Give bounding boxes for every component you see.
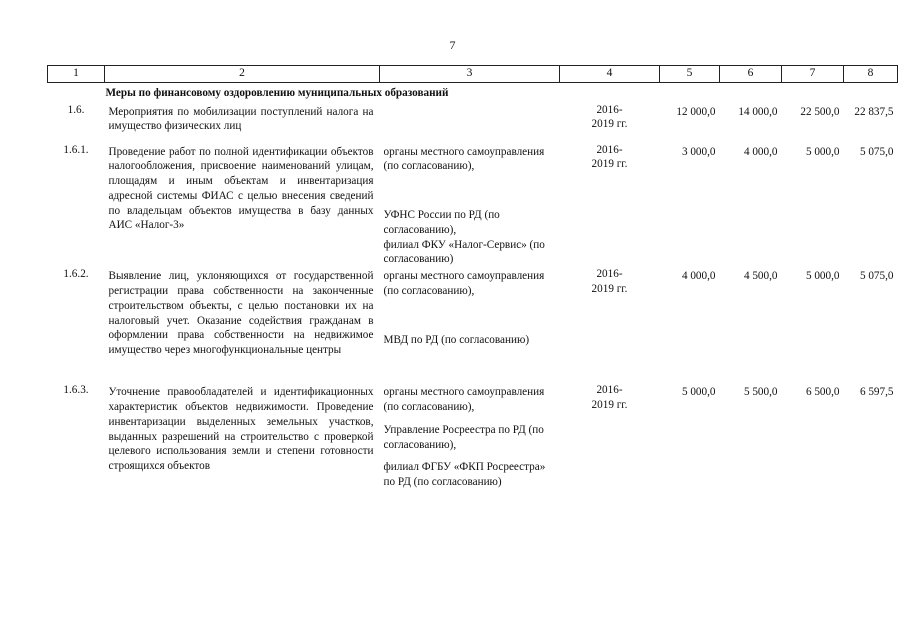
column-header: 2 xyxy=(105,66,380,83)
section-title: Меры по финансовому оздоровлению муниципальных образований xyxy=(105,87,449,99)
measure-text: Уточнение правообладателей и идентификационных характеристик объектов недвижимости. Проведение инвентаризации выделенных земельных участков, выданных разрешений на строительство с проверкой целевого использования земли и степени готовности строящихся объектов xyxy=(108,386,374,473)
amount-col7: 22 500,0 xyxy=(800,105,840,118)
period-start: 2016- xyxy=(596,268,623,281)
executors-cell xyxy=(380,103,560,143)
row-number: 1.6. xyxy=(67,103,85,116)
column-header: 6 xyxy=(720,66,782,83)
column-header: 7 xyxy=(782,66,844,83)
period-end: 2019 гг. xyxy=(591,118,628,131)
executor: органы местного самоуправления (по согласованию), xyxy=(383,145,545,173)
period-cell xyxy=(560,143,660,268)
measure-text: Мероприятия по мобилизации поступлений налога на имущество физических лиц xyxy=(108,105,374,133)
page-number: 7 xyxy=(449,38,456,52)
period-start: 2016- xyxy=(596,384,623,397)
amount-col8: 22 837,5 xyxy=(854,105,894,118)
period-start: 2016- xyxy=(596,143,623,156)
amount-col7: 6 500,0 xyxy=(805,386,840,399)
column-header: 8 xyxy=(844,66,898,83)
amount-col5: 12 000,0 xyxy=(676,105,716,118)
row-number: 1.6.3. xyxy=(63,384,89,397)
row-number: 1.6.1. xyxy=(63,143,89,156)
column-header: 3 xyxy=(380,66,560,83)
period-cell xyxy=(560,103,660,143)
table-row xyxy=(48,383,898,503)
executor: филиал ФКУ «Налог-Сервис» (по согласованию) xyxy=(383,238,545,266)
measure-text: Проведение работ по полной идентификации объектов налогообложения, присвоение наименований улицам, площадям и иным объектам и инвентаризация адресной системы ФИАС с целью внесения сведений по владельцам объектов имущества в базу данных АИС «Налог-3» xyxy=(108,145,374,232)
measures-table xyxy=(47,65,898,503)
amount-col6: 5 500,0 xyxy=(743,386,778,399)
executors-cell xyxy=(380,143,560,268)
amount-col5: 5 000,0 xyxy=(681,386,716,399)
period-cell xyxy=(560,383,660,503)
period-start: 2016- xyxy=(596,103,623,116)
table-row xyxy=(48,103,898,143)
period-end: 2019 гг. xyxy=(591,282,628,295)
table-row xyxy=(48,267,898,383)
period-end: 2019 гг. xyxy=(591,158,628,171)
executor: Управление Росреестра по РД (по согласованию), xyxy=(383,423,544,451)
executor: МВД по РД (по согласованию) xyxy=(383,333,530,346)
amount-col8: 5 075,0 xyxy=(859,145,894,158)
amount-col8: 6 597,5 xyxy=(859,386,894,399)
column-header: 5 xyxy=(660,66,720,83)
amount-col6: 4 000,0 xyxy=(743,145,778,158)
amount-col7: 5 000,0 xyxy=(805,270,840,283)
amount-col5: 4 000,0 xyxy=(681,270,716,283)
executors-cell xyxy=(380,267,560,383)
executor: филиал ФГБУ «ФКП Росреестра» по РД (по согласованию) xyxy=(383,461,546,489)
period-end: 2019 гг. xyxy=(591,398,628,411)
executor: органы местного самоуправления (по согласованию), xyxy=(383,270,545,297)
amount-col6: 4 500,0 xyxy=(743,270,778,283)
table-row xyxy=(48,143,898,268)
executor: органы местного самоуправления (по согласованию), xyxy=(383,386,545,413)
executor: УФНС России по РД (по согласованию), xyxy=(383,209,500,236)
column-header: 4 xyxy=(560,66,660,83)
column-header: 1 xyxy=(48,66,105,83)
amount-col5: 3 000,0 xyxy=(681,145,716,158)
executors-cell xyxy=(380,383,560,503)
table-header-row xyxy=(48,66,898,83)
amount-col7: 5 000,0 xyxy=(805,145,840,158)
row-number: 1.6.2. xyxy=(63,268,89,281)
amount-col6: 14 000,0 xyxy=(738,105,778,118)
period-cell xyxy=(560,267,660,383)
amount-col8: 5 075,0 xyxy=(859,270,894,283)
measure-text: Выявление лиц, уклоняющихся от государственной регистрации права собственности на законченные строительством объекты, с целью постановки их на налоговый учет. Оказание содействия гражданам в оформлении права собственности на недвижимое имущество через многофункциональные центры xyxy=(108,270,374,357)
